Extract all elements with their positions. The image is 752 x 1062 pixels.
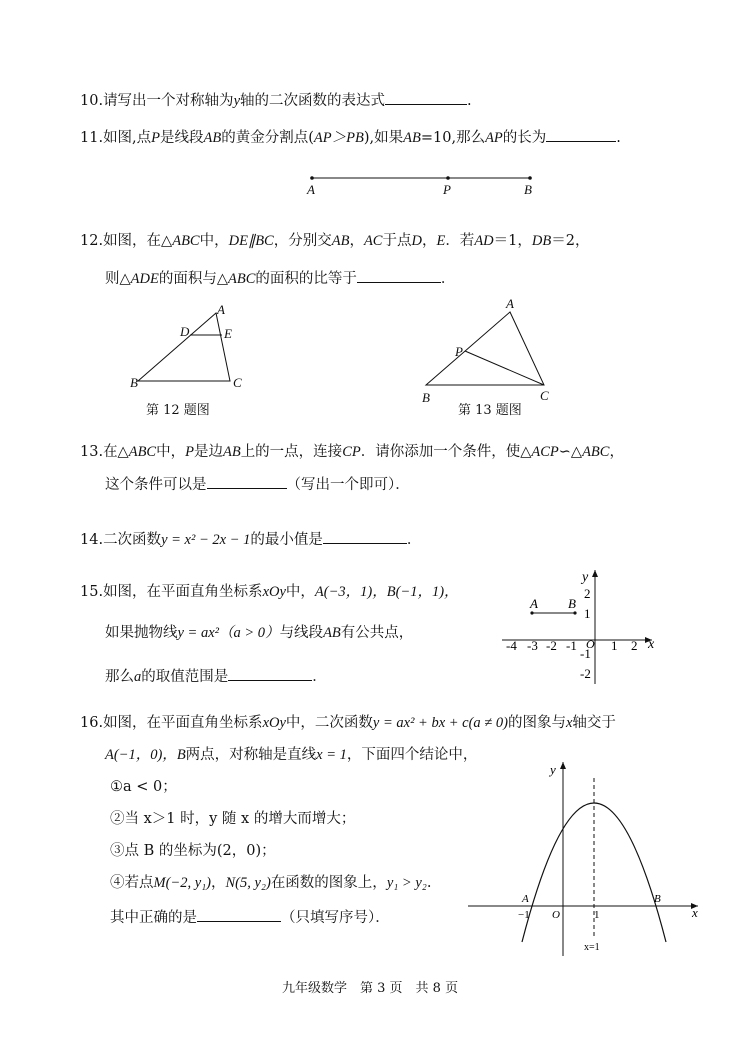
question-14: 14.二次函数y = x² − 2x − 1的最小值是 ． bbox=[80, 527, 421, 550]
question-13: 13.在△ABC中，P是边AB上的一点，连接CP．请你添加一个条件，使△ACP∽△ABC， bbox=[80, 444, 624, 460]
y-axis-arrow bbox=[592, 570, 598, 577]
x-tick-neg1: -1 bbox=[566, 638, 577, 653]
graph16-axis-label: x=1 bbox=[584, 942, 600, 953]
graph16-one: 1 bbox=[594, 909, 600, 921]
page-footer: 九年级数学 第 3 页 共 8 页 bbox=[282, 981, 459, 996]
answer-blank-14[interactable] bbox=[323, 527, 407, 544]
graph16-origin: O bbox=[552, 909, 560, 921]
graph15-y-label: y bbox=[582, 570, 589, 585]
point-p bbox=[446, 176, 450, 180]
question-12: 12.如图，在△ABC中，DE∥BC，分别交AB，AC于点D，E．若AD＝1，DB＝2， bbox=[80, 233, 590, 249]
fig13-label-a: A bbox=[506, 296, 514, 311]
x-tick-2: 2 bbox=[631, 638, 638, 653]
question-16: 16.如图，在平面直角坐标系xOy中，二次函数y = ax² + bx + c(a ≠ 0)的图象与x轴交于 bbox=[80, 715, 616, 731]
question-10: 10.请写出一个对称轴为y轴的二次函数的表达式 . bbox=[80, 88, 472, 111]
graph16-y-label: y bbox=[550, 762, 556, 777]
graph16-minus1: −1 bbox=[518, 909, 530, 921]
graph15-origin: O bbox=[586, 637, 595, 651]
question-15-line2: 如果抛物线y = ax²（a > 0）与线段AB有公共点， bbox=[105, 625, 414, 641]
question-15: 15.如图，在平面直角坐标系xOy中，A(−3，1)，B(−1，1)， bbox=[80, 584, 459, 600]
question-12-line2: 则△ADE的面积与△ABC的面积的比等于 ． bbox=[105, 266, 455, 289]
conclusion-2: ②当 x＞1 时，y 随 x 的增大而增大； bbox=[110, 811, 356, 827]
fig13-label-p: P bbox=[455, 344, 463, 359]
conclusion-3: ③点 B 的坐标为(2，0)； bbox=[110, 843, 276, 859]
label-b: B bbox=[524, 182, 532, 197]
question-15-line3: 那么a的取值范围是 ． bbox=[105, 664, 327, 687]
triangle-figure-13 bbox=[420, 308, 560, 408]
answer-blank-15[interactable] bbox=[228, 664, 312, 681]
point-a bbox=[310, 176, 314, 180]
conclusion-4: ④若点M(−2, y₁)，N(5, y₂)在函数的图象上，y₁ > y₂. bbox=[110, 875, 432, 891]
fig12-label-b: B bbox=[130, 375, 138, 390]
graph15-label-a: A bbox=[530, 596, 538, 611]
fig13-label-b: B bbox=[422, 390, 430, 405]
y-tick-neg2: -2 bbox=[580, 666, 591, 681]
answer-blank-13[interactable] bbox=[207, 472, 287, 489]
label-a: A bbox=[307, 182, 315, 197]
x-tick-1: 1 bbox=[611, 638, 618, 653]
x-tick-neg4: -4 bbox=[506, 638, 517, 653]
x-tick-neg3: -3 bbox=[527, 638, 538, 653]
caption-12: 第 12 题图 bbox=[146, 403, 210, 418]
question-11: 11.如图,点P是线段AB的黄金分割点(AP＞PB),如果AB=10,那么AP的长为 . bbox=[80, 125, 621, 148]
answer-blank-10[interactable] bbox=[385, 88, 467, 105]
y-tick-1: 1 bbox=[584, 606, 591, 621]
y-tick-2: 2 bbox=[584, 586, 591, 601]
question-16-answer: 其中正确的是 （只填写序号）． bbox=[110, 905, 390, 928]
question-16-line2: A(−1，0)，B两点，对称轴是直线x = 1，下面四个结论中， bbox=[105, 747, 478, 763]
label-p: P bbox=[443, 182, 451, 197]
answer-blank-11[interactable] bbox=[546, 125, 616, 142]
graph16-label-b: B bbox=[654, 893, 661, 905]
segment-figure bbox=[0, 168, 752, 208]
triangle-abc-13 bbox=[426, 312, 544, 385]
parabola-graph-16 bbox=[466, 760, 706, 960]
fig13-label-c: C bbox=[540, 388, 549, 403]
graph16-label-a: A bbox=[522, 893, 529, 905]
graph15-label-b: B bbox=[568, 596, 576, 611]
triangle-figure-12 bbox=[130, 305, 270, 385]
answer-blank-16[interactable] bbox=[197, 905, 281, 922]
conclusion-1: ①a < 0； bbox=[110, 779, 177, 795]
caption-13: 第 13 题图 bbox=[458, 403, 522, 418]
question-13-line2: 这个条件可以是 （写出一个即可）． bbox=[105, 472, 410, 495]
point-b-15 bbox=[573, 611, 576, 614]
point-a-15 bbox=[530, 611, 533, 614]
fig12-label-a: A bbox=[217, 302, 225, 317]
y-axis-arrow-16 bbox=[560, 762, 566, 769]
fig12-label-d: D bbox=[180, 324, 190, 339]
fig12-label-c: C bbox=[233, 375, 242, 390]
graph15-x-label: x bbox=[648, 637, 655, 652]
segment-cp bbox=[465, 351, 544, 385]
point-b bbox=[528, 176, 532, 180]
y-tick-neg1: -1 bbox=[580, 646, 591, 661]
fig12-label-e: E bbox=[224, 326, 232, 341]
coord-graph-15 bbox=[500, 568, 660, 688]
graph16-x-label: x bbox=[692, 905, 698, 920]
answer-blank-12[interactable] bbox=[357, 266, 441, 283]
x-tick-neg2: -2 bbox=[546, 638, 557, 653]
